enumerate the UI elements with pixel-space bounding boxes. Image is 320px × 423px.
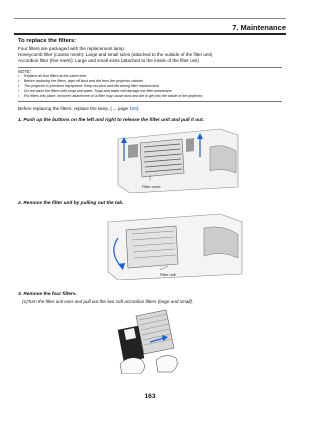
step-1: 1. Push up the buttons on the left and right to release the filter unit and pull it out.: [18, 118, 205, 123]
step-3: 3. Remove the four filters.: [18, 292, 77, 297]
filter-cover-illustration: [110, 127, 240, 193]
section-title: To replace the filters:: [18, 38, 77, 44]
step-2: 2. Remove the filter unit by pulling out the tab.: [18, 201, 124, 206]
note-item: • Replace all four filters at the same time.: [18, 74, 88, 78]
page-number: 163: [144, 393, 156, 400]
header-line: [14, 18, 286, 19]
note-item: • The projector is precision equipment. Keep out dust and dirt during filter replacement.: [18, 84, 160, 88]
filter-unit-illustration: [104, 212, 244, 280]
note-item: • Put filters into place. Incorrect attachment of a filter may cause dust and dirt to get into the inside of the projector.: [18, 94, 204, 98]
accordion-filter-illustration: [114, 308, 186, 374]
note-top-rule: [18, 67, 282, 68]
note-list: [18, 74, 203, 99]
filter-unit-callout: Filter unit: [160, 273, 176, 277]
header-rule: [14, 33, 286, 35]
page-link[interactable]: 160: [129, 106, 138, 111]
note-item: • Before replacing the filters, wipe off dust and dirt from the projector cabinet.: [18, 79, 144, 83]
note-item: • Do not wash the filters with soap and water. Soap and water will damage the filter membrane.: [18, 89, 173, 93]
chapter-title: 7. Maintenance: [232, 23, 286, 32]
filter-cover-callout: Filter cover: [142, 185, 161, 189]
note-bottom-rule: [18, 101, 282, 102]
intro-line-1: Four filters are packaged with the replacement lamp.: [18, 46, 125, 51]
note-title: NOTE:: [18, 69, 31, 74]
step-3-substep: (1)Turn the filter unit over and pull out the two soft accordion filters (large and small).: [22, 299, 194, 304]
before-text: Before replacing the filters, replace the lamp. (→ page 160): [18, 106, 139, 111]
intro-line-3: Accordion filter (fine mesh): Large and small sizes (attached to the inside of the filter unit): [18, 58, 200, 63]
intro-line-2: Honeycomb filter (coarse mesh): Large and small sizes (attached to the outside of the filter unit): [18, 52, 213, 57]
